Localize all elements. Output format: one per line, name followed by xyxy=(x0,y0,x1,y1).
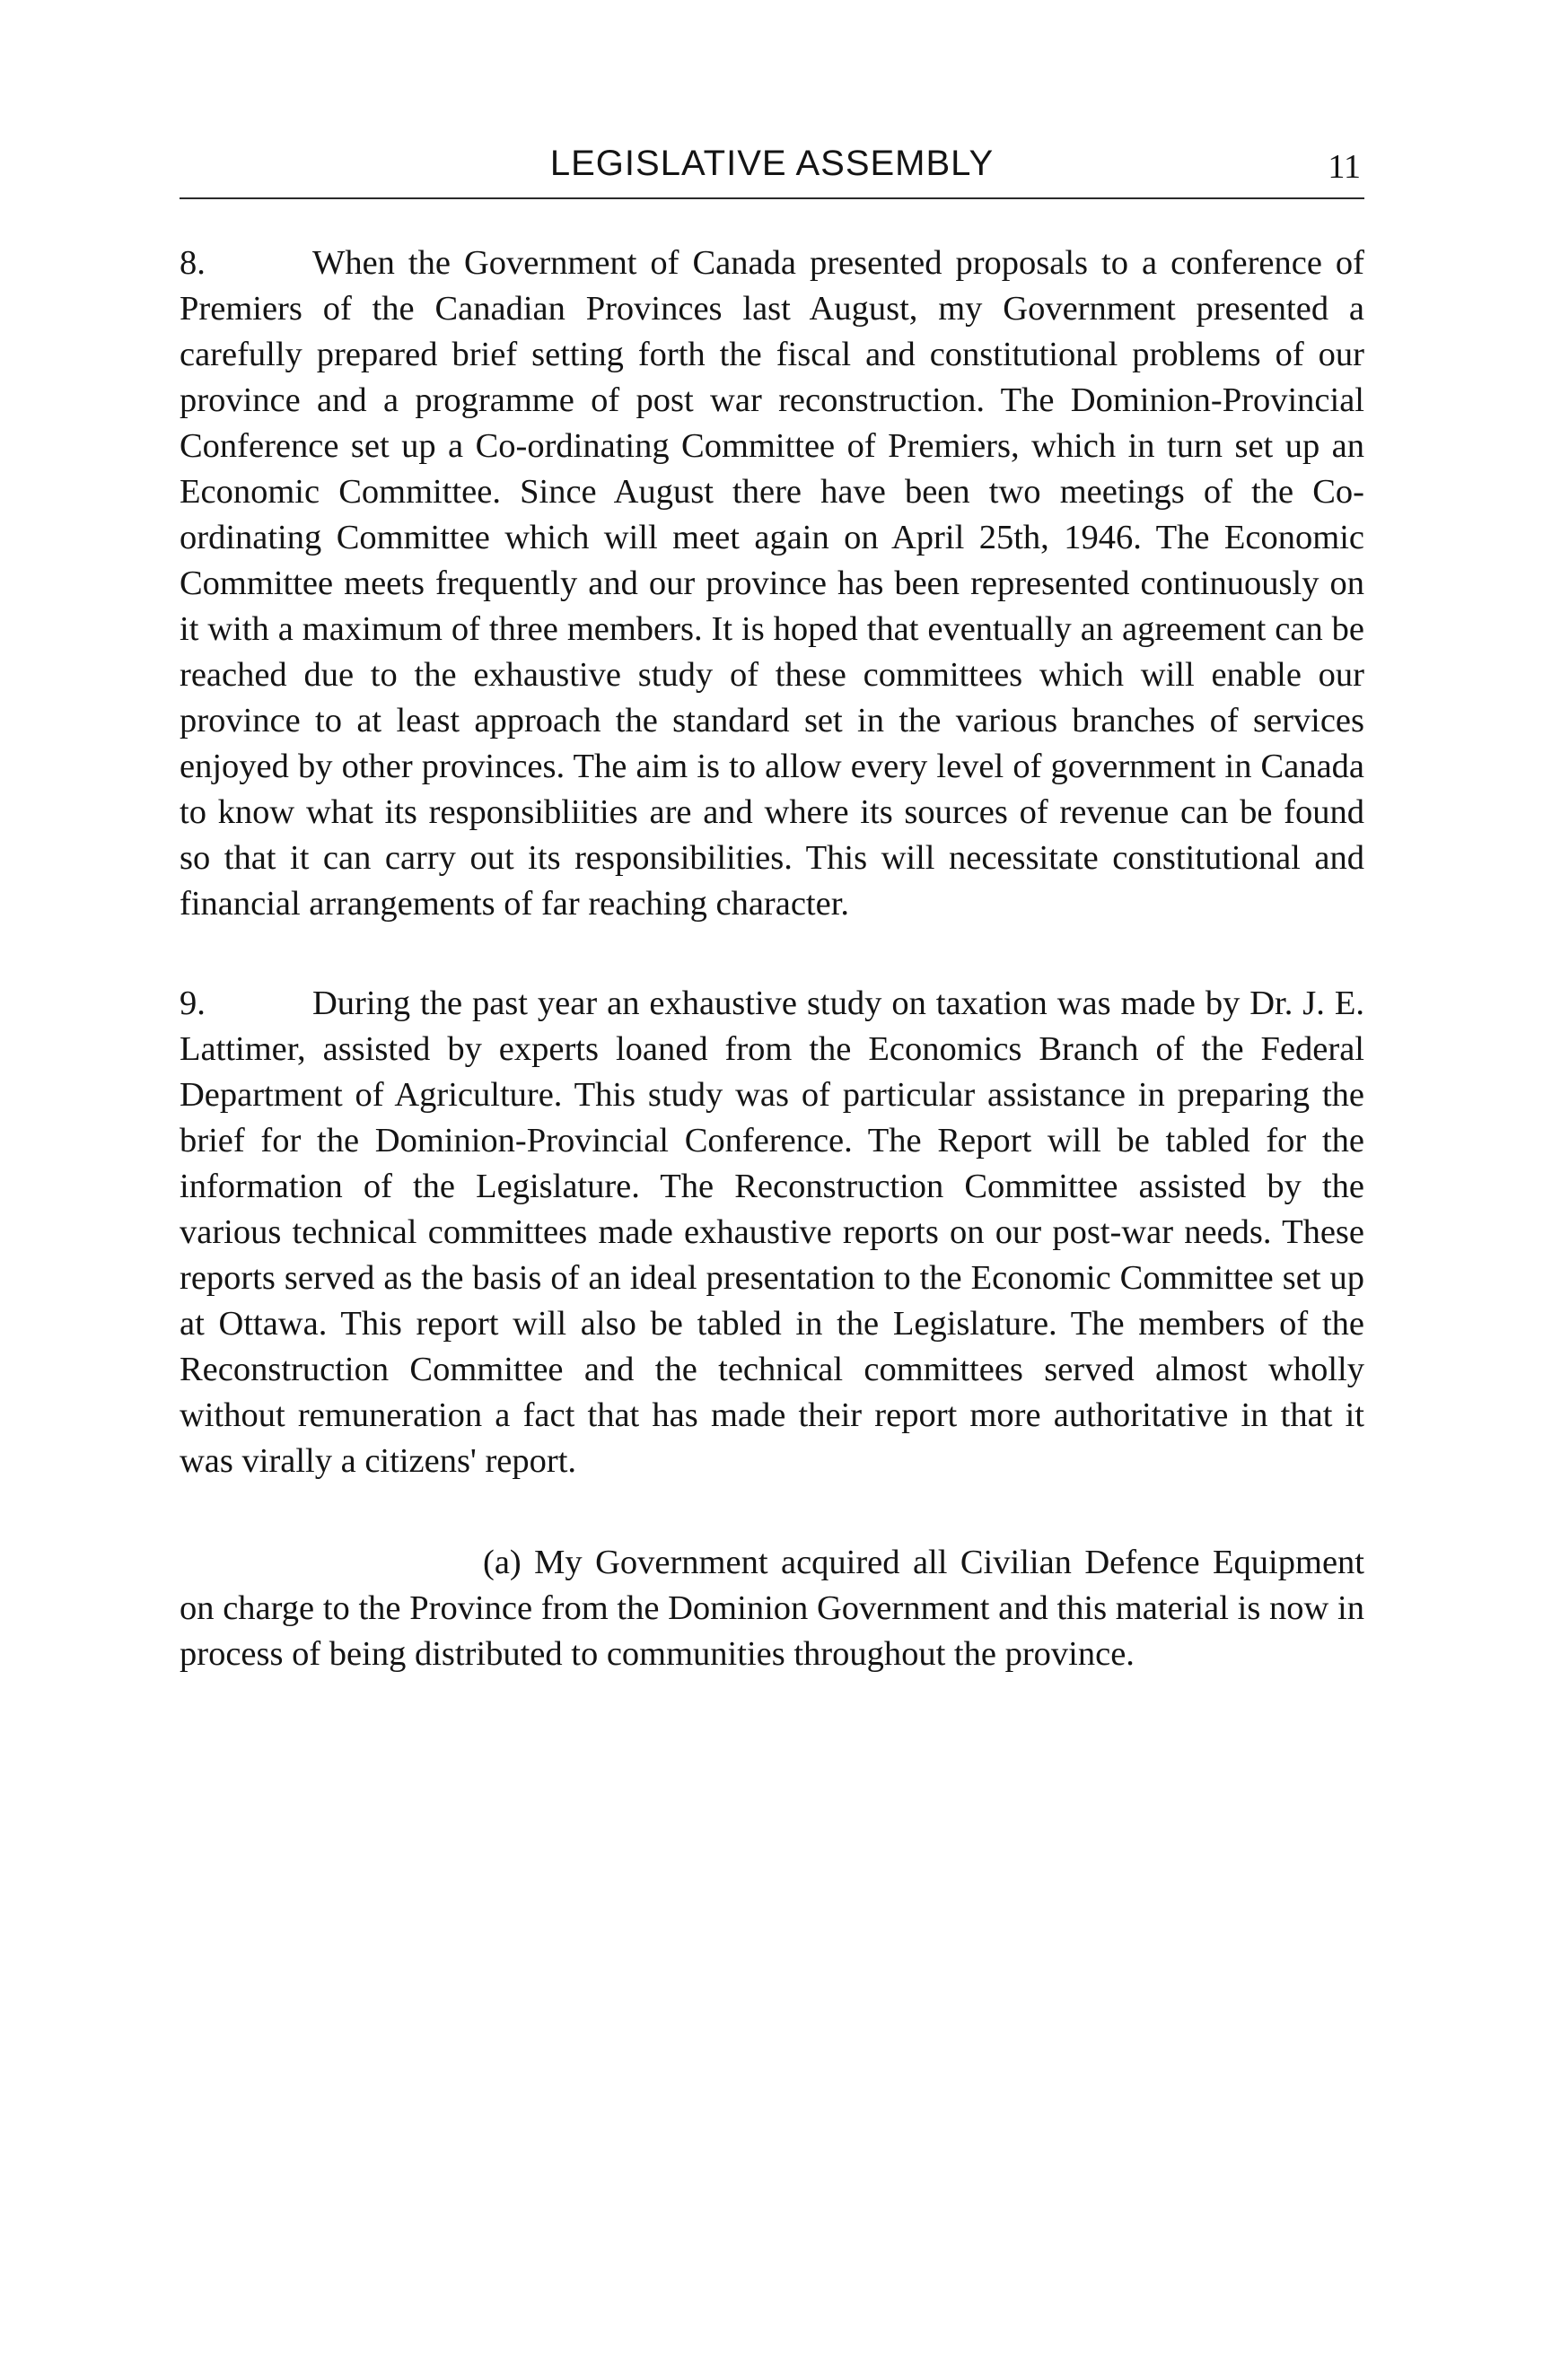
paragraph-number: 9. xyxy=(180,984,206,1022)
paragraph-9 xyxy=(180,981,1364,1484)
paragraph-number: 8. xyxy=(180,244,206,282)
paragraph-text: (a) My Government acquired all Civilian Defence Equipment on charge to the Province from the Dominion Government and this material is now in process of being distributed to communities throughout the province. xyxy=(180,1544,1364,1673)
paragraph-text: When the Government of Canada presented proposals to a conference of Premiers of the Canadian Provinces last August, my Government presented a carefully prepared brief setting forth the fiscal and constitutional problems of our province and a programme of post war reconstruction. The Dominion-Provincial Conference set up a Co-ordinating Committee of Premiers, which in turn set up an Economic Committee. Since August there have been two meetings of the Co-ordinating Committee which will meet again on April 25th, 1946. The Economic Committee meets frequently and our province has been represented continuously on it with a maximum of three members. It is hoped that eventually an agreement can be reached due to the exhaustive study of these committees which will enable our province to at least approach the standard set in the various branches of services enjoyed by other provinces. The aim is to allow every level of government in Canada to know what its responsibliities are and where its sources of revenue can be found so that it can carry out its responsibilities. This will necessitate constitutional and financial arrangements of far reaching character. xyxy=(180,244,1364,923)
paragraph-8 xyxy=(180,241,1364,927)
document-page xyxy=(180,135,1364,1677)
page-number: 11 xyxy=(1328,148,1361,186)
running-title: LEGISLATIVE ASSEMBLY xyxy=(549,144,995,183)
paragraph-a xyxy=(180,1540,1364,1677)
running-header xyxy=(180,135,1364,199)
paragraph-text: During the past year an exhaustive study on taxation was made by Dr. J. E. Lattimer, assisted by experts loaned from the Economics Branch of the Federal Department of Agriculture. This study was of particular assistance in preparing the brief for the Dominion-Provincial Conference. The Report will be tabled for the information of the Legislature. The Reconstruction Committee assisted by the various technical committees made exhaustive reports on our post-war needs. These reports served as the basis of an ideal presentation to the Economic Committee set up at Ottawa. This report will also be tabled in the Legislature. The members of the Reconstruction Committee and the technical committees served almost wholly without remuneration a fact that has made their report more authoritative in that it was virally a citizens' report. xyxy=(180,984,1364,1480)
